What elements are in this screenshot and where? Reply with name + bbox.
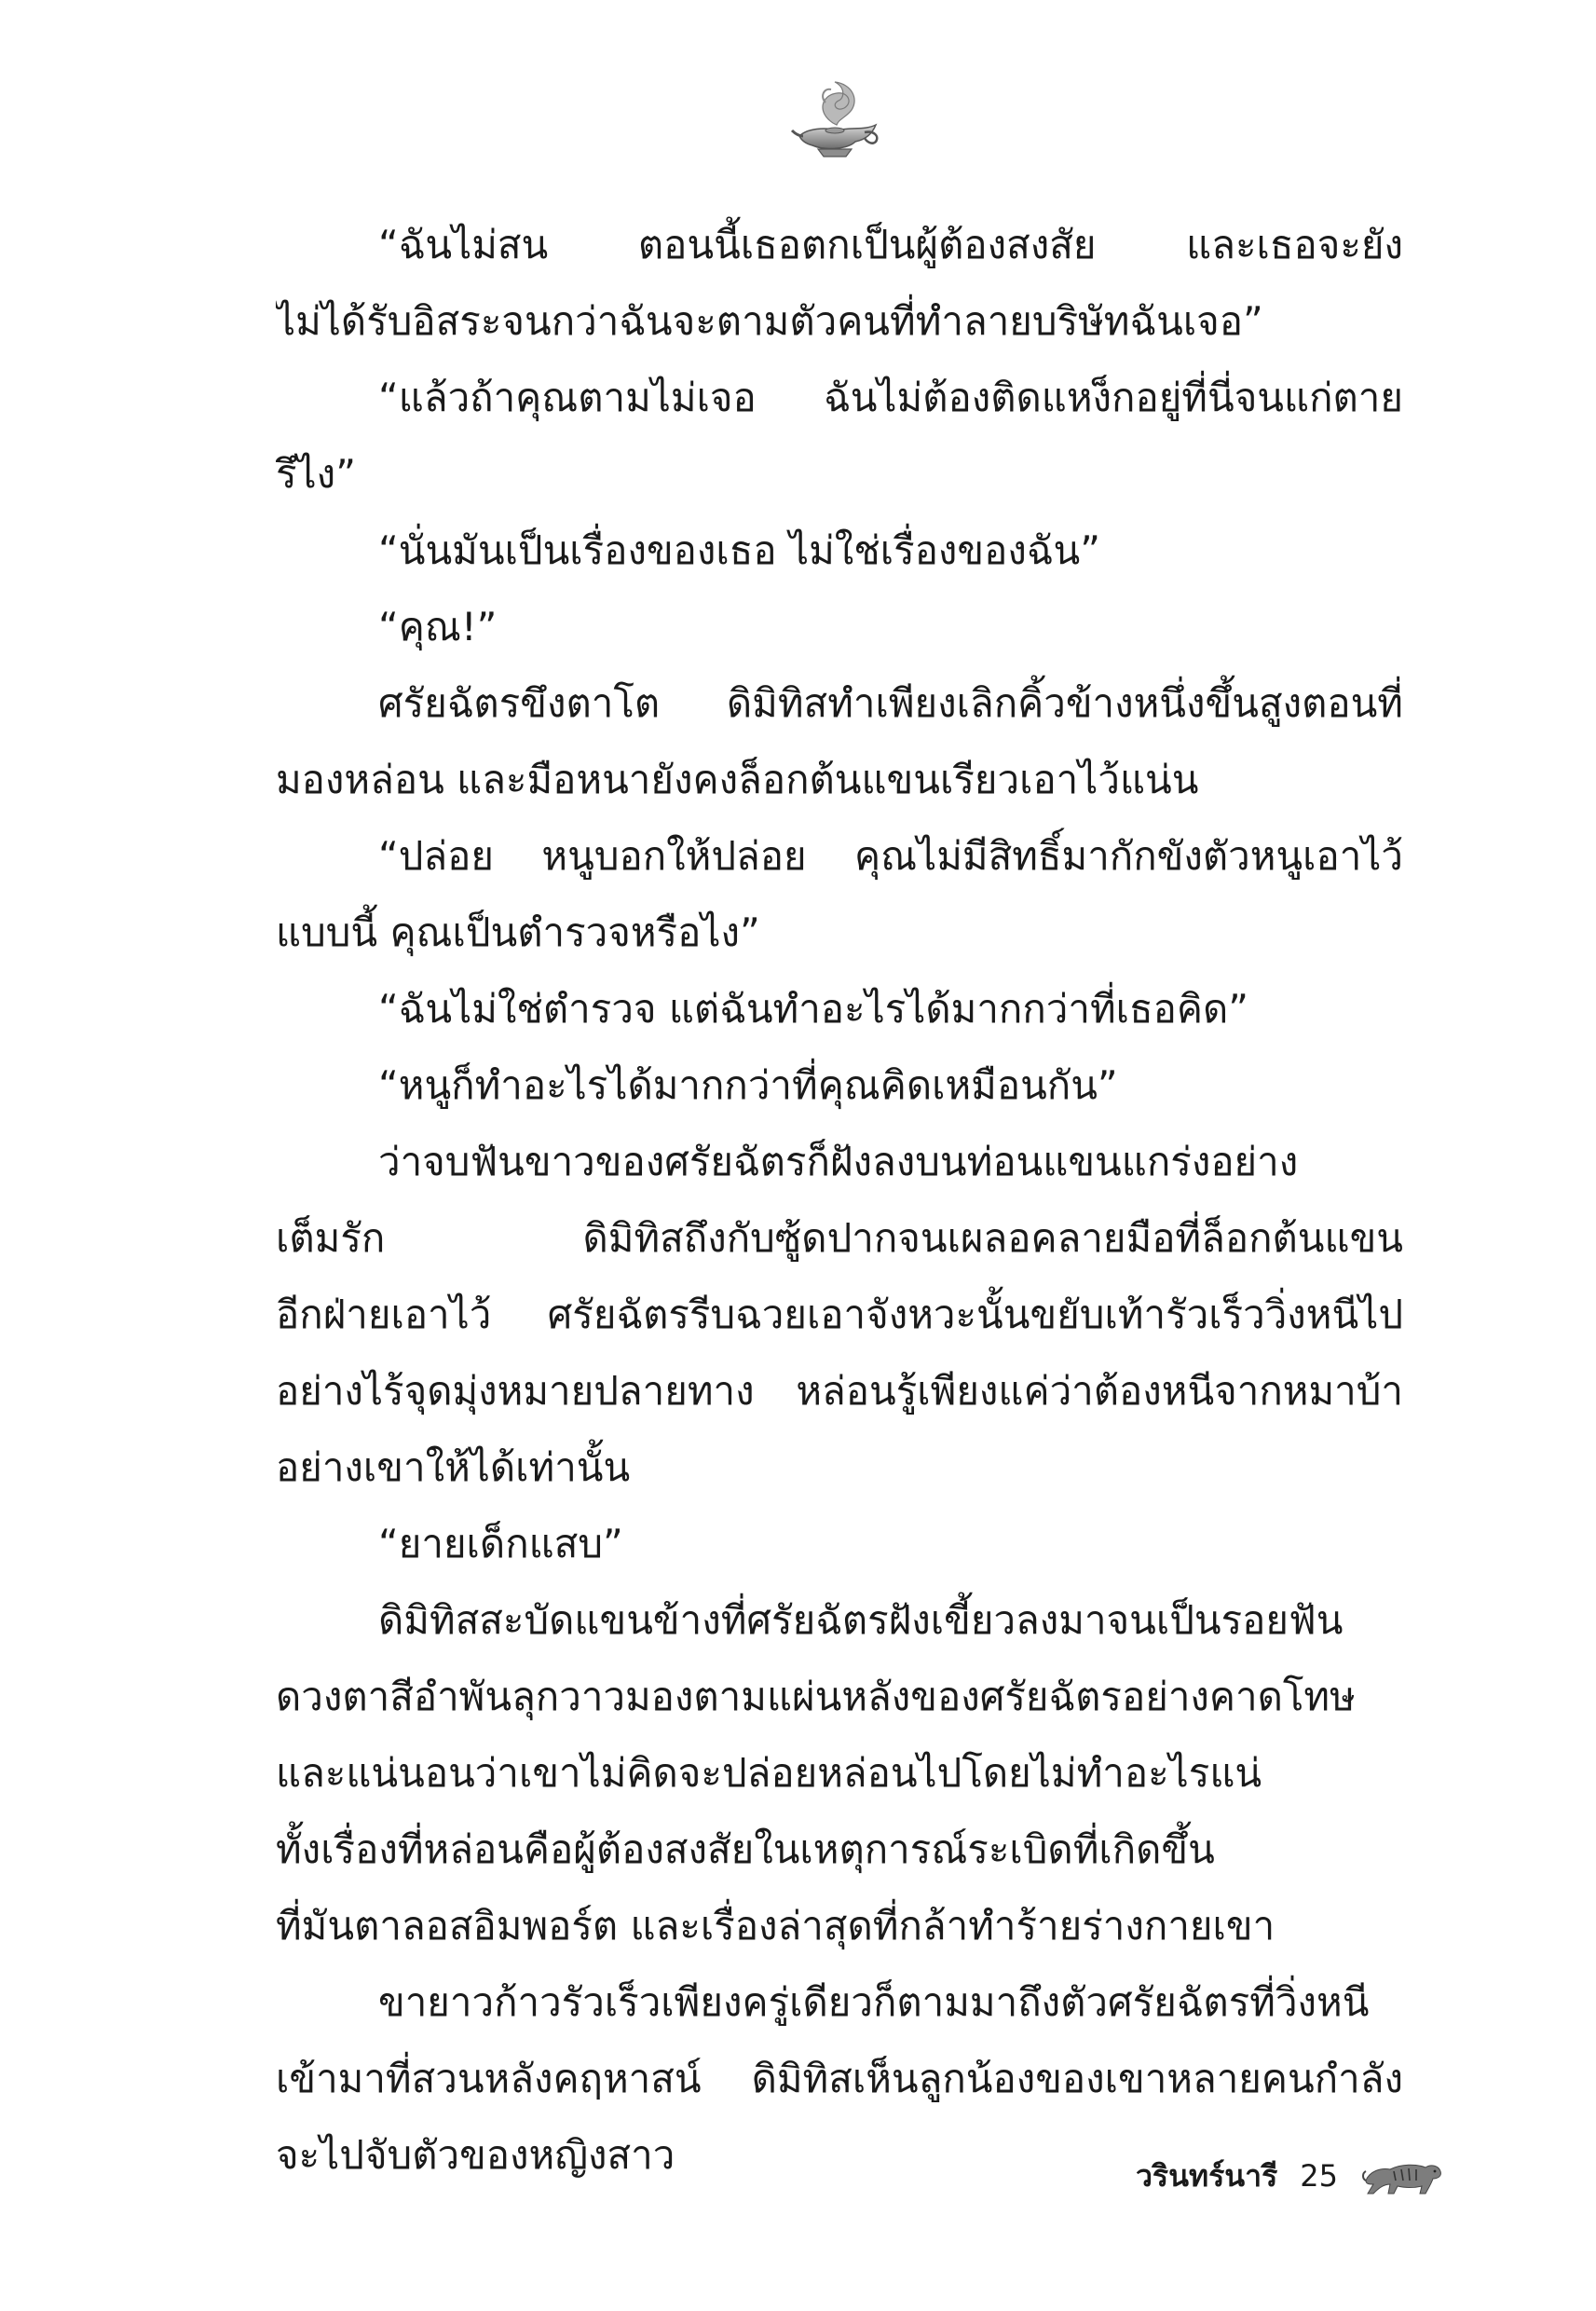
text-line: จะไปจับตัวของหญิงสาว	[276, 2132, 675, 2178]
text-line: เต็มรัก ดิมิทิสถึงกับซู้ดปากจนเผลอคลายมือที่ล็อกต้นแขน	[276, 1215, 1403, 1261]
body-text	[276, 207, 1403, 2194]
text-line: อีกฝ่ายเอาไว้ ศรัยฉัตรรีบฉวยเอาจังหวะนั้นขยับเท้ารัวเร็ววิ่งหนีไป	[276, 1292, 1403, 1337]
text-line: ที่มันตาลอสอิมพอร์ต และเรื่องล่าสุดที่กล้าทำร้ายร่างกายเขา	[276, 1903, 1275, 1949]
text-line: “นั่นมันเป็นเรื่องของเธอ ไม่ใช่เรื่องของฉัน”	[378, 527, 1100, 573]
text-line: อย่างไร้จุดมุ่งหมายปลายทาง หล่อนรู้เพียงแค่ว่าต้องหนีจากหมาบ้า	[276, 1368, 1403, 1414]
text-line: “แล้วถ้าคุณตามไม่เจอ ฉันไม่ต้องติดแหง็กอยู่ที่นี่จนแก่ตาย	[378, 375, 1403, 420]
text-line: ขายาวก้าวรัวเร็วเพียงครู่เดียวก็ตามมาถึงตัวศรัยฉัตรที่วิ่งหนี	[378, 1979, 1370, 2025]
text-line: ศรัยฉัตรขึงตาโต ดิมิทิสทำเพียงเลิกคิ้วข้างหนึ่งขึ้นสูงตอนที่	[378, 680, 1403, 726]
text-line: “ฉันไม่ใช่ตำรวจ แต่ฉันทำอะไรได้มากกว่าที่เธอคิด”	[378, 986, 1248, 1032]
text-line: “ยายเด็กแสบ”	[378, 1521, 623, 1566]
genie-lamp-icon	[779, 75, 891, 168]
text-line: และแน่นอนว่าเขาไม่คิดจะปล่อยหล่อนไปโดยไม่ทำอะไรแน่	[276, 1750, 1262, 1796]
text-line: รึไง”	[276, 451, 356, 497]
text-line: มองหล่อน และมือหนายังคงล็อกต้นแขนเรียวเอาไว้แน่น	[276, 757, 1199, 802]
text-line: “หนูก็ทำอะไรได้มากกว่าที่คุณคิดเหมือนกัน”	[378, 1062, 1118, 1108]
tiger-icon	[1360, 2153, 1444, 2199]
text-line: แบบนี้ คุณเป็นตำรวจหรือไง”	[276, 909, 760, 955]
page-number: 25	[1300, 2158, 1338, 2194]
text-line: ทั้งเรื่องที่หล่อนคือผู้ต้องสงสัยในเหตุการณ์ระเบิดที่เกิดขึ้น	[276, 1826, 1215, 1872]
text-line: ดวงตาสีอำพันลุกวาวมองตามแผ่นหลังของศรัยฉัตรอย่างคาดโทษ	[276, 1674, 1356, 1719]
text-line: “คุณ!”	[378, 604, 498, 650]
text-line: ไม่ได้รับอิสระจนกว่าฉันจะตามตัวคนที่ทำลายบริษัทฉันเจอ”	[276, 298, 1263, 344]
text-line: ว่าจบฟันขาวของศรัยฉัตรก็ฝังลงบนท่อนแขนแกร่งอย่าง	[378, 1139, 1299, 1184]
text-line: “ฉันไม่สน ตอนนี้เธอตกเป็นผู้ต้องสงสัย และเธอจะยัง	[378, 222, 1403, 267]
text-line: “ปล่อย หนูบอกให้ปล่อย คุณไม่มีสิทธิ์มากักขังตัวหนูเอาไว้	[378, 833, 1403, 879]
text-line: อย่างเขาให้ได้เท่านั้น	[276, 1444, 631, 1490]
page-footer	[1053, 2143, 1444, 2208]
text-line: ดิมิทิสสะบัดแขนข้างที่ศรัยฉัตรฝังเขี้ยวลงมาจนเป็นรอยฟัน	[378, 1597, 1344, 1643]
book-title: วรินทร์นารี	[1135, 2157, 1278, 2194]
text-line: เข้ามาที่สวนหลังคฤหาสน์ ดิมิทิสเห็นลูกน้องของเขาหลายคนกำลัง	[276, 2056, 1403, 2101]
